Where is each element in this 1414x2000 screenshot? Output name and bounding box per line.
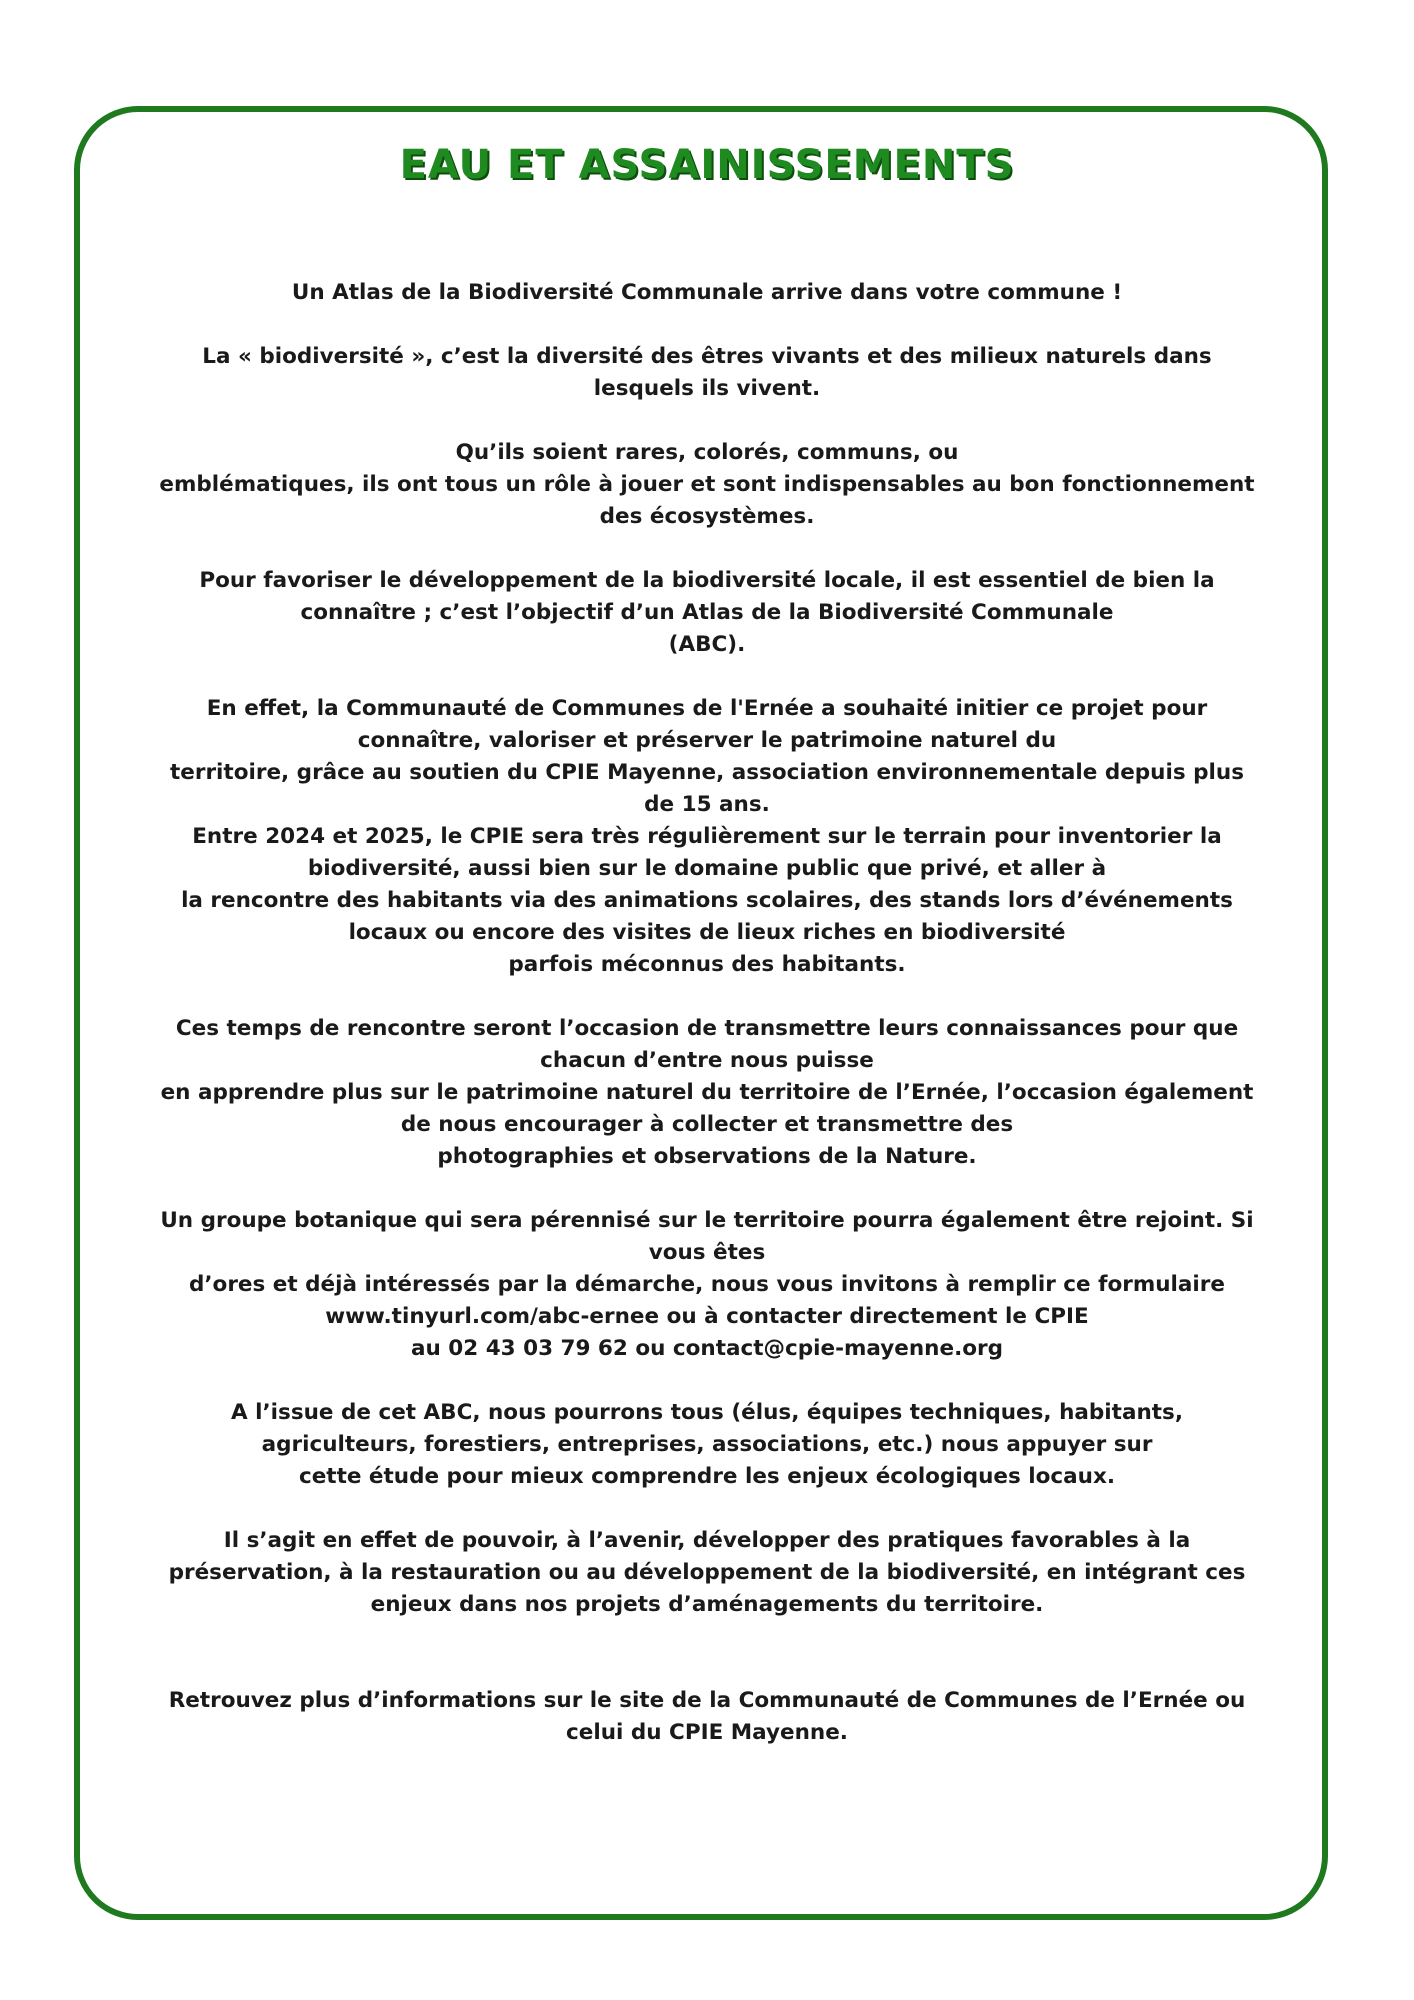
practices-paragraph: [140, 1525, 1274, 1621]
text-line: La « biodiversité », c’est la diversité des êtres vivants et des milieux naturels dans: [202, 344, 1212, 369]
contact-link-line: www.tinyurl.com/abc-ernee ou à contacter directement le CPIE: [325, 1304, 1089, 1329]
outcome-paragraph: [140, 1397, 1274, 1493]
text-line: agriculteurs, forestiers, entreprises, associations, etc.) nous appuyer sur: [261, 1432, 1153, 1457]
text-line: biodiversité, aussi bien sur le domaine public que privé, et aller à: [307, 856, 1107, 881]
text-line: vous êtes: [648, 1240, 766, 1265]
text-line: lesquels ils vivent.: [593, 376, 821, 401]
text-line: des écosystèmes.: [599, 504, 815, 529]
biodiversity-definition-paragraph: [140, 341, 1274, 405]
text-line: celui du CPIE Mayenne.: [566, 1720, 848, 1745]
project-paragraph: [140, 693, 1274, 981]
botany-group-paragraph: [140, 1205, 1274, 1365]
document-body: [140, 277, 1274, 1749]
text-line: parfois méconnus des habitants.: [508, 952, 906, 977]
page-title: EAU ET ASSAINISSEMENTS: [399, 142, 1015, 188]
text-line: emblématiques, ils ont tous un rôle à jouer et sont indispensables au bon fonctionnement: [159, 472, 1255, 497]
text-line: Ces temps de rencontre seront l’occasion de transmettre leurs connaissances pour que: [175, 1016, 1239, 1041]
text-line: chacun d’entre nous puisse: [540, 1048, 874, 1073]
text-line: Un groupe botanique qui sera pérennisé sur le territoire pourra également être rejoint. Si: [160, 1208, 1254, 1233]
text-line: (ABC).: [668, 632, 746, 657]
text-line: Un Atlas de la Biodiversité Communale arrive dans votre commune !: [291, 280, 1123, 305]
text-line: connaître ; c’est l’objectif d’un Atlas de la Biodiversité Communale: [300, 600, 1114, 625]
text-line: Il s’agit en effet de pouvoir, à l’avenir, développer des pratiques favorables à la: [223, 1528, 1191, 1553]
intro-paragraph: [140, 277, 1274, 309]
text-line: Retrouvez plus d’informations sur le site de la Communauté de Communes de l’Ernée ou: [168, 1688, 1246, 1713]
species-role-paragraph: [140, 437, 1274, 533]
text-line: A l’issue de cet ABC, nous pourrons tous (élus, équipes techniques, habitants,: [231, 1400, 1183, 1425]
meetings-paragraph: [140, 1013, 1274, 1173]
text-line: En effet, la Communauté de Communes de l'Ernée a souhaité initier ce projet pour: [206, 696, 1208, 721]
text-line: préservation, à la restauration ou au développement de la biodiversité, en intégrant ces: [168, 1560, 1246, 1585]
text-line: Entre 2024 et 2025, le CPIE sera très régulièrement sur le terrain pour inventorier la: [192, 824, 1222, 849]
text-line: locaux ou encore des visites de lieux riches en biodiversité: [348, 920, 1066, 945]
text-line: de 15 ans.: [644, 792, 770, 817]
abc-objective-paragraph: [140, 565, 1274, 661]
contact-info-line: au 02 43 03 79 62 ou contact@cpie-mayenne.org: [411, 1336, 1003, 1361]
text-line: la rencontre des habitants via des animations scolaires, des stands lors d’événements: [181, 888, 1233, 913]
text-line: Qu’ils soient rares, colorés, communs, ou: [455, 440, 959, 465]
text-line: Pour favoriser le développement de la biodiversité locale, il est essentiel de bien la: [199, 568, 1215, 593]
text-line: photographies et observations de la Nature.: [437, 1144, 977, 1169]
text-line: territoire, grâce au soutien du CPIE Mayenne, association environnementale depuis plus: [169, 760, 1244, 785]
text-line: d’ores et déjà intéressés par la démarche, nous vous invitons à remplir ce formulaire: [189, 1272, 1225, 1297]
text-line: connaître, valoriser et préserver le patrimoine naturel du: [357, 728, 1057, 753]
more-info-paragraph: [140, 1685, 1274, 1749]
text-line: cette étude pour mieux comprendre les enjeux écologiques locaux.: [298, 1464, 1116, 1489]
text-line: de nous encourager à collecter et transmettre des: [400, 1112, 1014, 1137]
text-line: en apprendre plus sur le patrimoine naturel du territoire de l’Ernée, l’occasion également: [160, 1080, 1254, 1105]
text-line: enjeux dans nos projets d’aménagements du territoire.: [370, 1592, 1044, 1617]
